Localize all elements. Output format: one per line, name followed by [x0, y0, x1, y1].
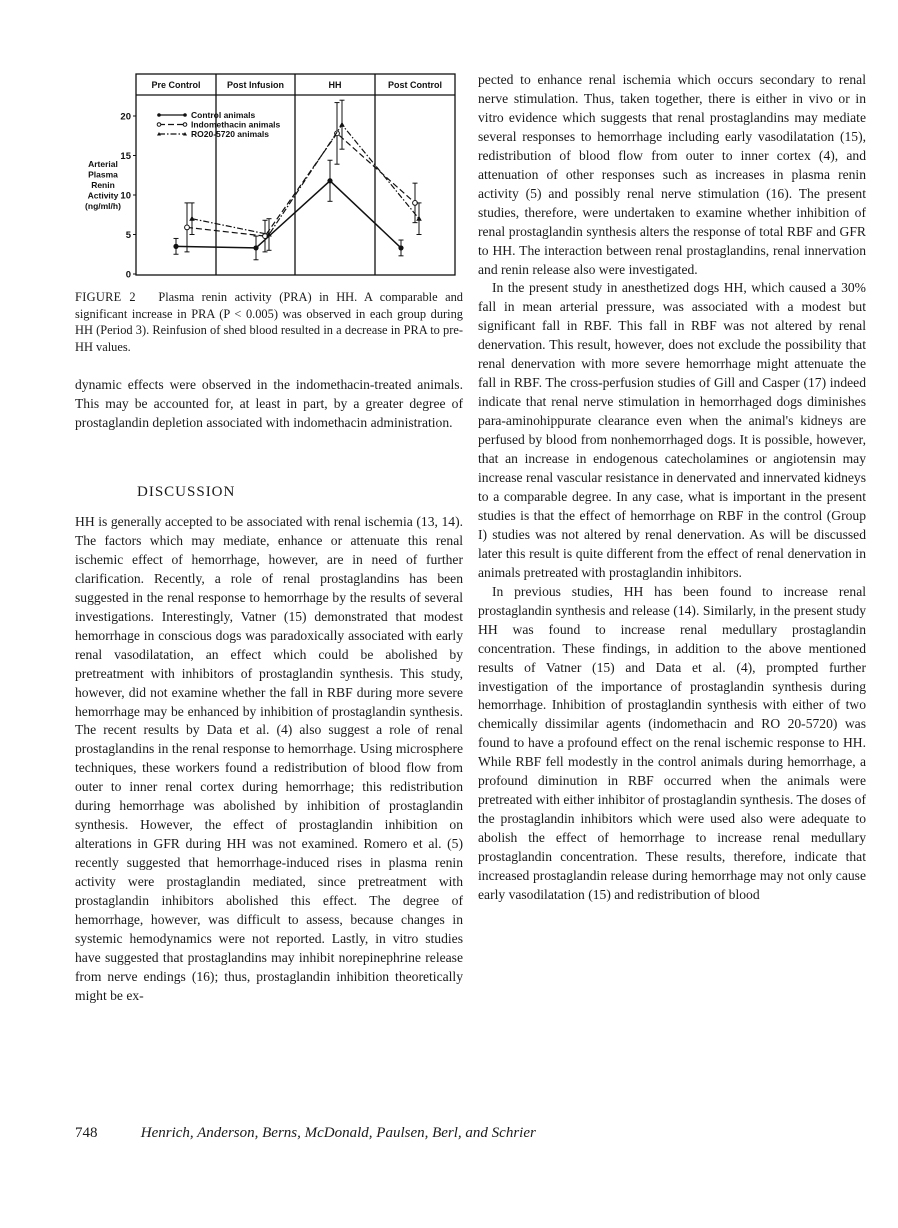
pra-line-chart	[75, 68, 465, 283]
svg-text:Arterial: Arterial	[88, 159, 118, 169]
y-tick-label: 15	[120, 151, 131, 162]
period-label: Post Infusion	[227, 80, 284, 90]
left-column-top	[75, 376, 463, 433]
y-tick-label: 0	[125, 269, 131, 281]
legend-entry: Control animals	[191, 110, 256, 120]
svg-text:Activity: Activity	[87, 190, 119, 201]
period-headers	[151, 80, 442, 90]
paragraph: In the present study in anesthetized dogs HH, which caused a 30% fall in mean arterial pressure, was associated with a modest but significant fall in RBF. This fall in RBF was not altered by renal denervation. This result, however, does not exclude the possibility that renal denervation with more severe hemorrhage might attenuate the fall in RBF. The cross-perfusion studies of Gill and Casper (17) indeed indicate that renal nerve stimulation in hemorrhaged dogs diminishes para-aminohippurate clearance even when the animal's kidneys are perfused by blood from nonhemorrhaged dogs. It is possible, however, that an increase in endogenous catecholamines or angiotensin may increase renal vascular resistance in denervated and innervated kidneys to a comparable degree. In any case, what is important in the present studies is that the effect of hemorrhage on RBF in the control (Group I) studies was not altered by renal denervation. As will be discussed later this result is quite different from the effect of renal denervation in animals pretreated with prostaglandin inhibitors.	[478, 280, 866, 580]
paragraph: dynamic effects were observed in the indomethacin-treated animals. This may be accounted for, at least in part, by a greater degree of prostaglandin depletion associated with indomethacin administration.	[75, 377, 463, 430]
legend-entry: Indomethacin animals	[191, 119, 281, 130]
page-footer	[75, 1125, 536, 1142]
figure-caption	[75, 289, 463, 355]
figure-caption-text: Plasma renin activity (PRA) in HH. A comparable and significant increase in PRA (P < 0.005) was observed in each group during HH (Period 3). Reinfusion of shed blood resulted in a decrease in PRA to pre-HH values.	[75, 290, 463, 354]
chart-legend	[157, 110, 281, 139]
y-tick-label: 20	[120, 111, 131, 123]
chart-frame	[136, 74, 455, 275]
figure-label: FIGURE 2	[75, 290, 136, 304]
svg-text:(ng/ml/h): (ng/ml/h)	[85, 201, 121, 211]
left-column-discussion	[75, 513, 463, 1006]
page-number: 748	[75, 1125, 98, 1141]
y-tick-label: 5	[125, 230, 131, 241]
y-tick-label: 10	[120, 190, 131, 202]
y-axis-label	[85, 159, 121, 211]
period-label: HH	[328, 80, 342, 90]
svg-text:Renin: Renin	[91, 180, 115, 190]
right-column	[478, 71, 866, 905]
y-axis	[120, 112, 136, 281]
paragraph: pected to enhance renal ischemia which occurs secondary to renal nerve stimulation. Thus, taken together, there is either in vivo or in vitro evidence which suggests that renal prostaglandins may mediate several responses to hemorrhage including early vasodilatation (15), redistribution of blood flow from outer to inner cortex (4), and attenuation of other responses such as increases in plasma renin activity (5) and possibly renal nerve stimulation (16). The present studies, therefore, were undertaken to examine whether inhibition of renal prostaglandin synthesis alters the response of total RBF and GFR to HH. The interaction between renal prostaglandins, renal innervation and renin release also were investigated.	[478, 72, 866, 277]
running-authors: Henrich, Anderson, Berns, McDonald, Paulsen, Berl, and Schrier	[140, 1125, 536, 1141]
period-label: Post Control	[388, 80, 442, 90]
legend-entry: RO20-5720 animals	[191, 129, 269, 139]
paragraph: HH is generally accepted to be associated with renal ischemia (13, 14). The factors which may mediate, enhance or attenuate this renal ischemic effect of hemorrhage, however, are in need of further clarification. Recently, a role of renal prostaglandins has been suggested in the renal response to hemorrhage by the results of several investigations. Interestingly, Vatner (15) demonstrated that modest hemorrhage in conscious dogs was paradoxically associated with early renal vasodilatation, an effect which could be abolished by pretreatment with inhibitors of prostaglandin synthesis. This study, however, did not examine whether the fall in RBF during more severe hemorrhage may be enhanced by inhibition of prostaglandin synthesis. The recent results by Data et al. (4) also suggest a role of renal prostaglandins in the renal response to hemorrhage. Using microsphere techniques, these workers found a redistribution of blood flow from outer to inner renal cortex during hemorrhage; this redistribution during hemorrhage was abolished by inhibition of prostaglandin synthesis. However, the effect of prostaglandin inhibition on alterations in GFR during HH was not examined. Romero et al. (5) recently suggested that hemorrhage-induced rises in plasma renin activity were prostaglandin mediated, since pretreatment with prostaglandin inhibitors abolished this effect. The degree of hemorrhage, however, was difficult to assess, because changes in systemic hemodynamics were not reported. Lastly, in vitro studies have suggested that prostaglandins may inhibit norepinephrine release from nerve endings (16); thus, prostaglandin inhibition theoretically might be ex-	[75, 514, 463, 1003]
svg-text:Plasma: Plasma	[88, 169, 118, 180]
period-label: Pre Control	[151, 80, 201, 90]
series-0	[173, 160, 403, 260]
section-heading-discussion: DISCUSSION	[137, 484, 236, 500]
paragraph: In previous studies, HH has been found to increase renal prostaglandin synthesis and release (14). Similarly, in the present study HH was found to increase renal medullary prostaglandin concentration. These findings, in addition to the above mentioned results of Vatner (15) and Data et al. (4), prompted further investigation of the importance of prostaglandin synthesis during hemorrhage. Inhibition of prostaglandin synthesis with either of two chemically dissimilar agents (indomethacin and RO 20-5720) was found to have a profound effect on the renal ischemic response to HH. While RBF fell modestly in the control animals during hemorrhage, a profound diminution in RBF occurred when the animals were pretreated with either inhibitor of prostaglandin synthesis. The doses of the prostaglandin inhibitors which were used also were adequate to abolish the effect of hemorrhage to increase renal medullary prostaglandin concentration. These results, therefore, indicate that increased prostaglandin release during hemorrhage may not only cause early vasodilatation (15) and redistribution of blood	[478, 583, 866, 902]
